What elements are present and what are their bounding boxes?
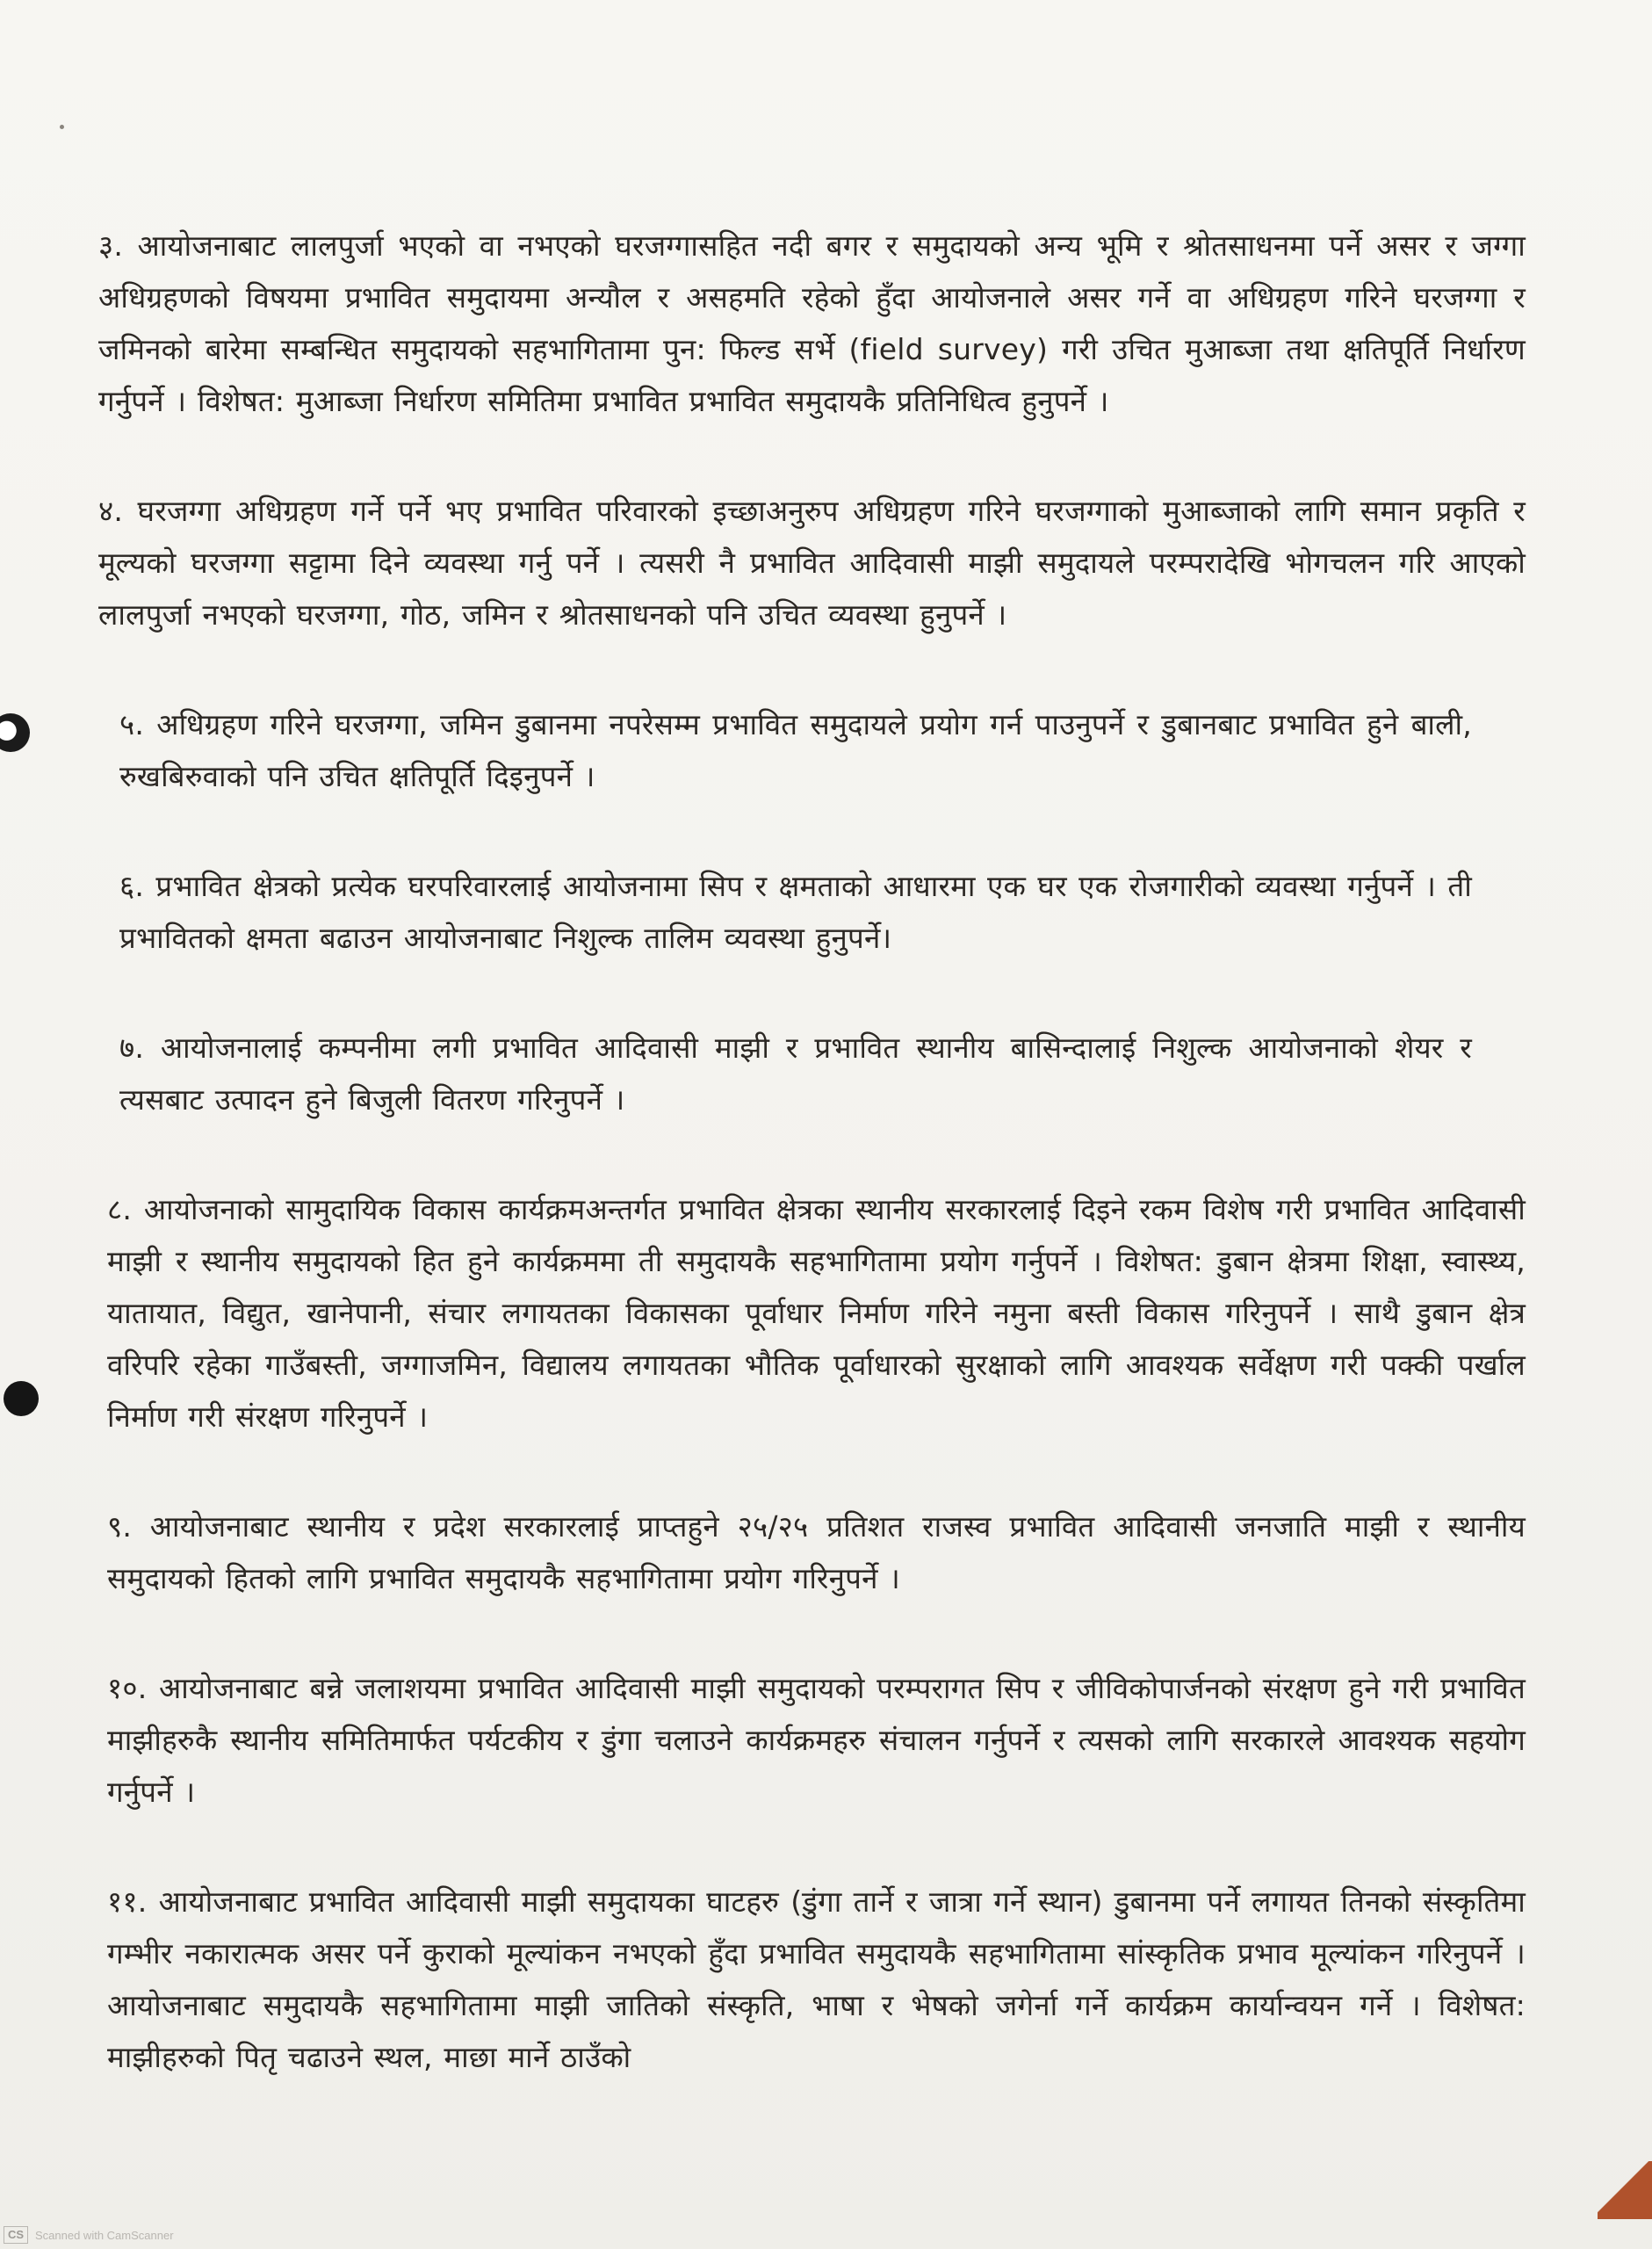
paragraph-5: ५. अधिग्रहण गरिने घरजग्गा, जमिन डुबानमा नपरेसम्म प्रभावित समुदायले प्रयोग गर्न पाउनुपर्ने र डुबानबाट प्रभावित हुने बाली, रुखबिरुवाको पनि उचित क्षतिपूर्ति दिइनुपर्ने । bbox=[119, 707, 1472, 793]
camscanner-logo-icon: CS bbox=[4, 2226, 28, 2244]
paragraph-6: ६. प्रभावित क्षेत्रको प्रत्येक घरपरिवारलाई आयोजनामा सिप र क्षमताको आधारमा एक घर एक रोजगारीको व्यवस्था गर्नुपर्ने । ती प्रभावितको क्षमता बढाउन आयोजनाबाट निशुल्क तालिम व्यवस्था हुनुपर्ने। bbox=[119, 869, 1472, 955]
scanner-watermark bbox=[4, 2226, 174, 2244]
punch-hole-mark-top bbox=[0, 713, 30, 752]
watermark-text: Scanned with CamScanner bbox=[35, 2228, 174, 2242]
corner-stain bbox=[1598, 2161, 1652, 2219]
punch-hole-mark-bottom bbox=[4, 1381, 39, 1416]
paragraph-3: ३. आयोजनाबाट लालपुर्जा भएको वा नभएको घरजग्गासहित नदी बगर र समुदायको अन्य भूमि र श्रोतसाधनमा पर्ने असर र जग्गा अधिग्रहणको विषयमा प्रभावित समुदायमा अन्यौल र असहमति रहेको हुँदा आयोजनाले असर गर्ने वा अधिग्रहण गरिने घरजग्गा र जमिनको बारेमा सम्बन्धित समुदायको सहभागितामा पुन: फिल्ड सर्भे (field survey) गरी उचित मुआब्जा तथा क्षतिपूर्ति निर्धारण गर्नुपर्ने । विशेषत: मुआब्जा निर्धारण समितिमा प्रभावित प्रभावित समुदायकै प्रतिनिधित्व हुनुपर्ने । bbox=[98, 228, 1526, 418]
dust-speck bbox=[60, 125, 64, 129]
paragraph-7: ७. आयोजनालाई कम्पनीमा लगी प्रभावित आदिवासी माझी र प्रभावित स्थानीय बासिन्दालाई निशुल्क आयोजनाको शेयर र त्यसबाट उत्पादन हुने बिजुली वितरण गरिनुपर्ने । bbox=[119, 1030, 1472, 1117]
paragraph-8: ८. आयोजनाको सामुदायिक विकास कार्यक्रमअन्तर्गत प्रभावित क्षेत्रका स्थानीय सरकारलाई दिइने रकम विशेष गरी प्रभावित आदिवासी माझी र स्थानीय समुदायको हित हुने कार्यक्रममा ती समुदायकै सहभागितामा प्रयोग गर्नुपर्ने । विशेषत: डुबान क्षेत्रमा शिक्षा, स्वास्थ्य, यातायात, विद्युत, खानेपानी, संचार लगायतका विकासका पूर्वाधार निर्माण गरिने नमुना बस्ती विकास गरिनुपर्ने । साथै डुबान क्षेत्र वरिपरि रहेका गाउँबस्ती, जग्गाजमिन, विद्यालय लगायतका भौतिक पूर्वाधारको सुरक्षाको लागि आवश्यक सर्वेक्षण गरी पक्की पर्खाल निर्माण गरी संरक्षण गरिनुपर्ने । bbox=[107, 1192, 1526, 1434]
paragraph-9: ९. आयोजनाबाट स्थानीय र प्रदेश सरकारलाई प्राप्तहुने २५/२५ प्रतिशत राजस्व प्रभावित आदिवासी जनजाति माझी र स्थानीय समुदायको हितको लागि प्रभावित समुदायकै सहभागितामा प्रयोग गरिनुपर्ने । bbox=[107, 1509, 1526, 1595]
paragraph-4: ४. घरजग्गा अधिग्रहण गर्ने पर्ने भए प्रभावित परिवारको इच्छाअनुरुप अधिग्रहण गरिने घरजग्गाको मुआब्जाको लागि समान प्रकृति र मूल्यको घरजग्गा सट्टामा दिने व्यवस्था गर्नु पर्ने । त्यसरी नै प्रभावित आदिवासी माझी समुदायले परम्परादेखि भोगचलन गरि आएको लालपुर्जा नभएको घरजग्गा, गोठ, जमिन र श्रोतसाधनको पनि उचित व्यवस्था हुनुपर्ने । bbox=[98, 494, 1526, 632]
paragraph-10: १०. आयोजनाबाट बन्ने जलाशयमा प्रभावित आदिवासी माझी समुदायको परम्परागत सिप र जीविकोपार्जनको संरक्षण हुने गरी प्रभावित माझीहरुकै स्थानीय समितिमार्फत पर्यटकीय र डुंगा चलाउने कार्यक्रमहरु संचालन गर्नुपर्ने र त्यसको लागि सरकारले आवश्यक सहयोग गर्नुपर्ने । bbox=[107, 1671, 1526, 1809]
paragraph-11: ११. आयोजनाबाट प्रभावित आदिवासी माझी समुदायका घाटहरु (डुंगा तार्ने र जात्रा गर्ने स्थान) डुबानमा पर्ने लगायत तिनको संस्कृतिमा गम्भीर नकारात्मक असर पर्ने कुराको मूल्यांकन नभएको हुँदा प्रभावित समुदायकै सहभागितामा सांस्कृतिक प्रभाव मूल्यांकन गरिनुपर्ने । आयोजनाबाट समुदायकै सहभागितामा माझी जातिको संस्कृति, भाषा र भेषको जगेर्ना गर्ने कार्यक्रम कार्यान्वयन गर्ने । विशेषत: माझीहरुको पितृ चढाउने स्थल, माछा मार्ने ठाउँको bbox=[107, 1884, 1526, 2074]
document-body bbox=[98, 220, 1526, 2141]
